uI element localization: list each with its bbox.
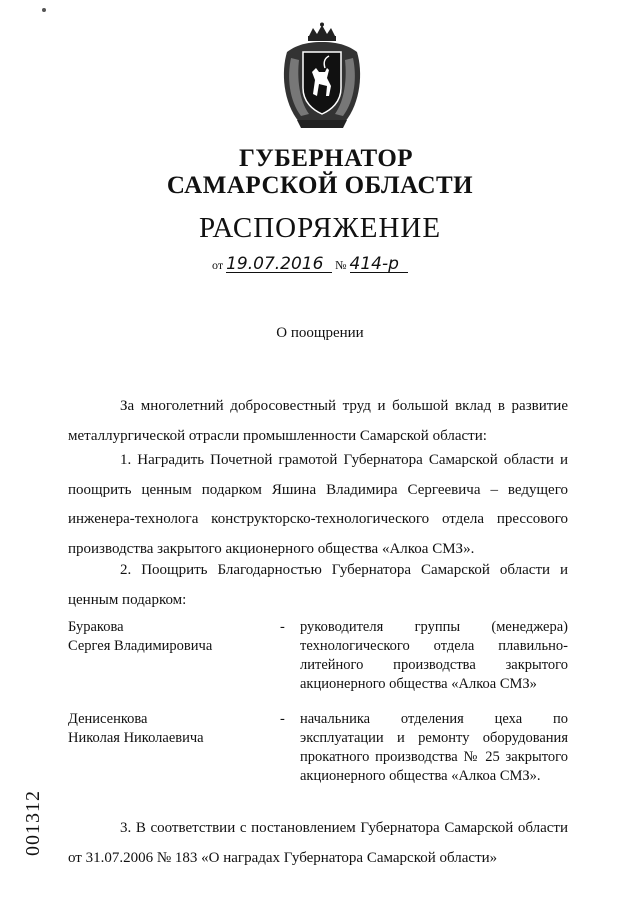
item-2-paragraph: 2. Поощрить Благодарностью Губернатора Самарской области и ценным подарком: (68, 562, 568, 608)
awardee-surname: Денисенкова (68, 711, 148, 727)
document-type: РАСПОРЯЖЕНИЕ (198, 212, 442, 244)
side-number-text: 001312 (22, 790, 44, 856)
item-3-paragraph: 3. В соответствии с постановлением Губернатора Самарской области от 31.07.2006 № 183 «О наградах Губернатора Самарской области» (68, 820, 568, 866)
handwritten-number: 414-р (350, 256, 408, 273)
date-number-line (212, 256, 408, 273)
side-registration-number (22, 778, 46, 856)
document-subject: О поощрении (276, 325, 364, 341)
handwritten-date: 19.07.2016 (226, 256, 332, 273)
samara-coat-of-arms-icon (279, 22, 365, 132)
awardee-position: руководителя группы (менеджера) технологического отдела плавильно-литейного производства закрытого акционерного общества «Алкоа СМЗ» (300, 619, 568, 692)
awardee-given-name: Николая Николаевича (68, 730, 204, 746)
governor-title-line2: САМАРСКОЙ ОБЛАСТИ (166, 172, 474, 199)
governor-title-line1: ГУБЕРНАТОР (238, 145, 414, 172)
awardee-given-name: Сергея Владимировича (68, 638, 213, 654)
awardee-position: начальника отделения цеха по эксплуатации и ремонту оборудования прокатного производства № 25 закрытого акционерного общества «Алкоа СМЗ». (300, 711, 568, 784)
awardee-name (68, 618, 268, 656)
awardee-dash: - (280, 711, 285, 727)
intro-paragraph: За многолетний добросовестный труд и большой вклад в развитие металлургической отрасли промышленности Самарской области: (68, 398, 568, 444)
awardee-surname: Буракова (68, 619, 124, 635)
awardee-dash: - (280, 619, 285, 635)
scan-dot (42, 8, 46, 12)
awardee-name (68, 710, 268, 748)
item-1-paragraph: 1. Наградить Почетной грамотой Губернатора Самарской области и поощрить ценным подарком Яшина Владимира Сергеевича – ведущего инженера-технолога конструкторско-технологического отдела прессового производства закрытого акционерного общества «Алкоа СМЗ». (68, 452, 568, 557)
number-prefix: № (335, 258, 347, 272)
date-prefix: от (212, 258, 224, 272)
